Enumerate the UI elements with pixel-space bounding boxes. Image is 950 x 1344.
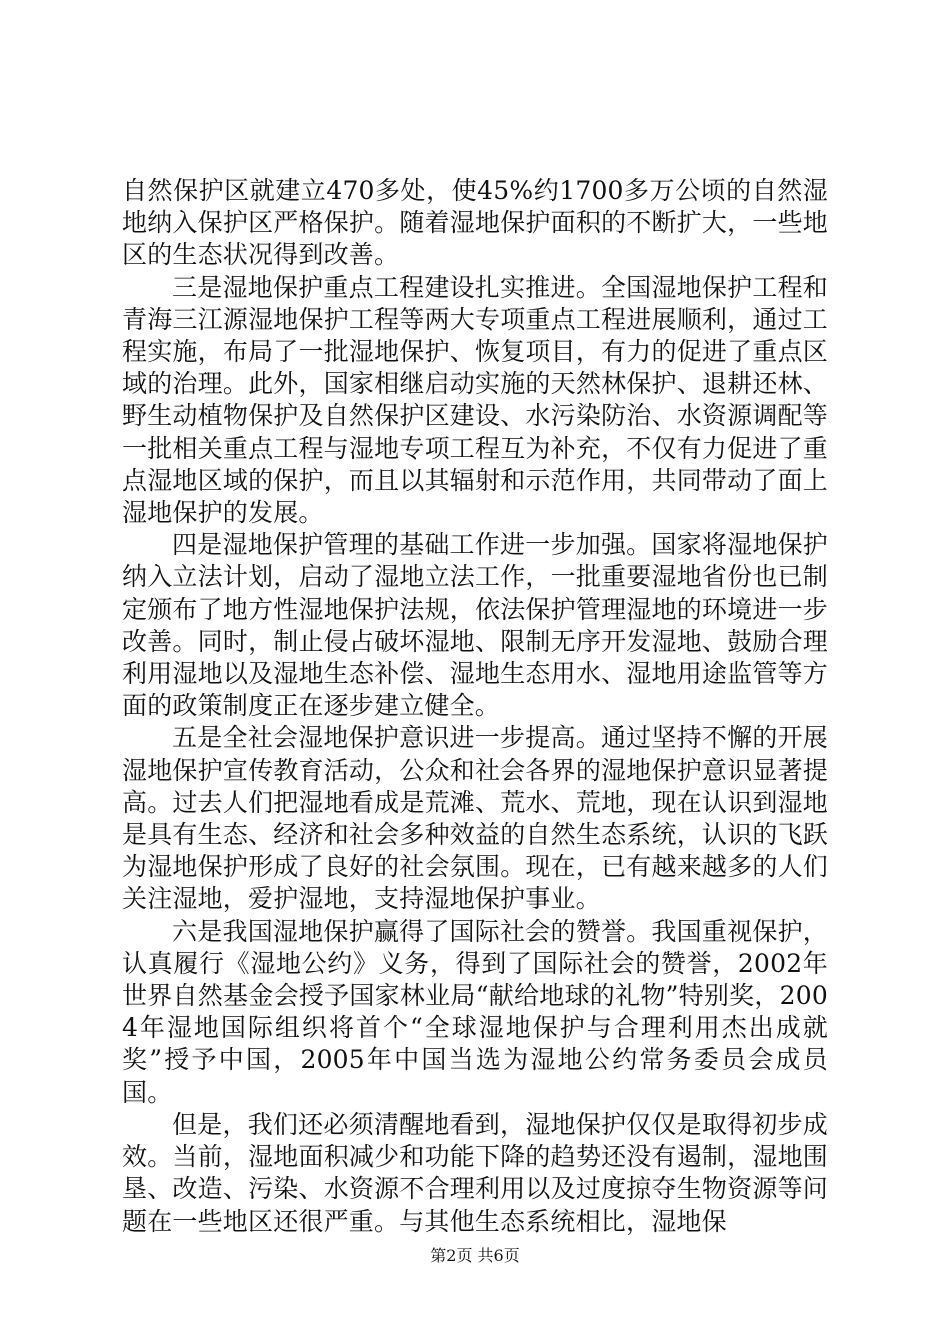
page-number-footer: 第2页 共6页: [430, 1246, 520, 1265]
paragraph-5: 六是我国湿地保护赢得了国际社会的赞誉。我国重视保护，认真履行《湿地公约》义务，得到了国际社会的赞誉，2002年世界自然基金会授予国家林业局“献给地球的礼物”特别奖，2004年湿地国际组织将首个“全球湿地保护与合理利用杰出成就奖”授予中国，2005年中国当选为湿地公约常务委员会成员国。: [122, 916, 828, 1107]
paragraph-6: 但是，我们还必须清醒地看到，湿地保护仅仅是取得初步成效。当前，湿地面积减少和功能下降的趋势还没有遏制，湿地围垦、改造、污染、水资源不合理利用以及过度掠夺生物资源等问题在一些地区还很严重。与其他生态系统相比，湿地保: [122, 1109, 828, 1236]
paragraph-2: 三是湿地保护重点工程建设扎实推进。全国湿地保护工程和青海三江源湿地保护工程等两大专项重点工程进展顺利，通过工程实施，布局了一批湿地保护、恢复项目，有力的促进了重点区域的治理。此外，国家相继启动实施的天然林保护、退耕还林、野生动植物保护及自然保护区建设、水污染防治、水资源调配等一批相关重点工程与湿地专项工程互为补充，不仅有力促进了重点湿地区域的保护，而且以其辐射和示范作用，共同带动了面上湿地保护的发展。: [122, 272, 828, 528]
paragraph-3: 四是湿地保护管理的基础工作进一步加强。国家将湿地保护纳入立法计划，启动了湿地立法工作，一批重要湿地省份也已制定颁布了地方性湿地保护法规，依法保护管理湿地的环境进一步改善。同时，制止侵占破坏湿地、限制无序开发湿地、鼓励合理利用湿地以及湿地生态补偿、湿地生态用水、湿地用途监管等方面的政策制度正在逐步建立健全。: [122, 530, 828, 721]
paragraph-1: 自然保护区就建立470多处，使45%约1700多万公顷的自然湿地纳入保护区严格保护。随着湿地保护面积的不断扩大，一些地区的生态状况得到改善。: [122, 176, 828, 270]
paragraph-4: 五是全社会湿地保护意识进一步提高。通过坚持不懈的开展湿地保护宣传教育活动，公众和社会各界的湿地保护意识显著提高。过去人们把湿地看成是荒滩、荒水、荒地，现在认识到湿地是具有生态、经济和社会多种效益的自然生态系统，认识的飞跃为湿地保护形成了良好的社会氛围。现在，已有越来越多的人们关注湿地，爱护湿地，支持湿地保护事业。: [122, 723, 828, 914]
document-body: [122, 175, 828, 1238]
